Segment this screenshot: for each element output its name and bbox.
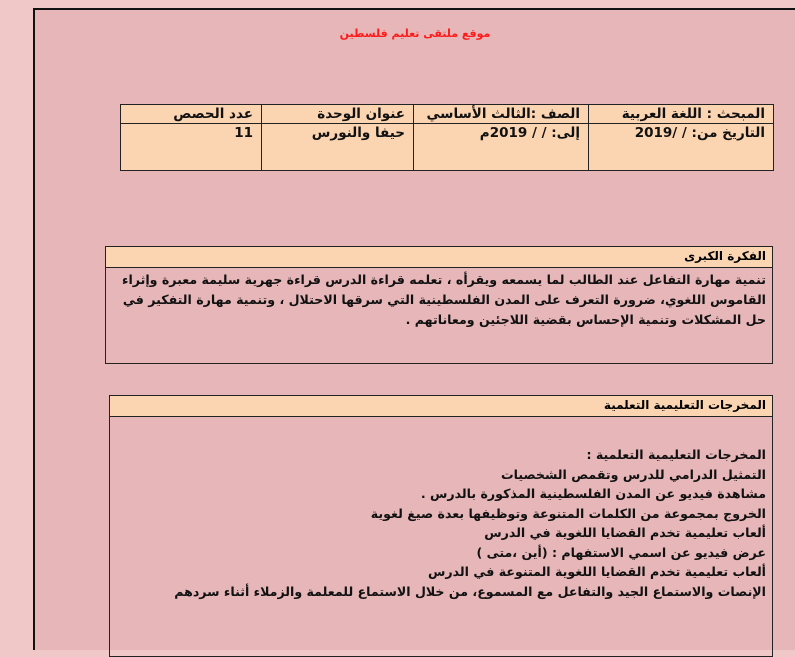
grade-cell: الصف :الثالث الأساسي (414, 105, 589, 124)
subject-cell: المبحث : اللغة العربية (589, 105, 774, 124)
list-item: عرض فيديو عن اسمي الاستفهام : (أين ،متى ) (476, 544, 766, 560)
list-item: الخروج بمجموعة من الكلمات المتنوعة وتوظيفها بعدة صيغ لغوية (370, 505, 766, 521)
lessons-value-cell: 11 (121, 124, 262, 171)
list-item: مشاهدة فيديو عن المدن الفلسطينية المذكورة بالدرس . (420, 486, 766, 501)
table-header-row (121, 105, 774, 124)
big-idea-section (105, 246, 773, 364)
document-page (33, 8, 795, 650)
lessons-count-header: عدد الحصص (121, 105, 262, 124)
list-item: المخرجات التعليمية التعلمية : (586, 447, 766, 462)
outcomes-section (109, 395, 773, 657)
date-from-cell: التاريخ من: / /2019 (589, 124, 774, 171)
unit-name-cell: حيفا والنورس (262, 124, 414, 171)
big-idea-title: الفكرة الكبرى (106, 247, 772, 268)
list-item: الإنصات والاستماع الجيد والتفاعل مع المسموع، من خلال الاستماع للمعلمة والزملاء أثناء سردهم (174, 583, 766, 599)
outcomes-list (110, 417, 772, 603)
list-item: ألعاب تعليمية تخدم القضايا اللغوية في الدرس (484, 525, 766, 540)
list-item: ألعاب تعليمية تخدم القضايا اللغوية المتنوعة في الدرس (428, 564, 766, 579)
table-values-row (121, 124, 774, 171)
big-idea-text: تنمية مهارة التفاعل عند الطالب لما يسمعه ويقرأه ، تعلمه قراءة الدرس قراءة جهرية سليمة معبرة وإثراء القاموس اللغوي، ضرورة التعرف على المدن الفلسطينية التي سرقها الاحتلال ، وتنمية مهارة التفكير في حل المشكلات وتنمية الإحساس بقضية اللاجئين ومعاناتهم . (122, 272, 766, 327)
unit-title-header: عنوان الوحدة (262, 105, 414, 124)
lesson-info-table (120, 104, 774, 171)
site-link[interactable]: موقع ملتقى تعليم فلسطين (339, 27, 491, 40)
outcomes-title: المخرجات التعليمية التعلمية (110, 396, 772, 417)
date-to-cell: إلى: / / 2019م (414, 124, 589, 171)
list-item: التمثيل الدرامي للدرس وتقمص الشخصيات (500, 466, 766, 482)
